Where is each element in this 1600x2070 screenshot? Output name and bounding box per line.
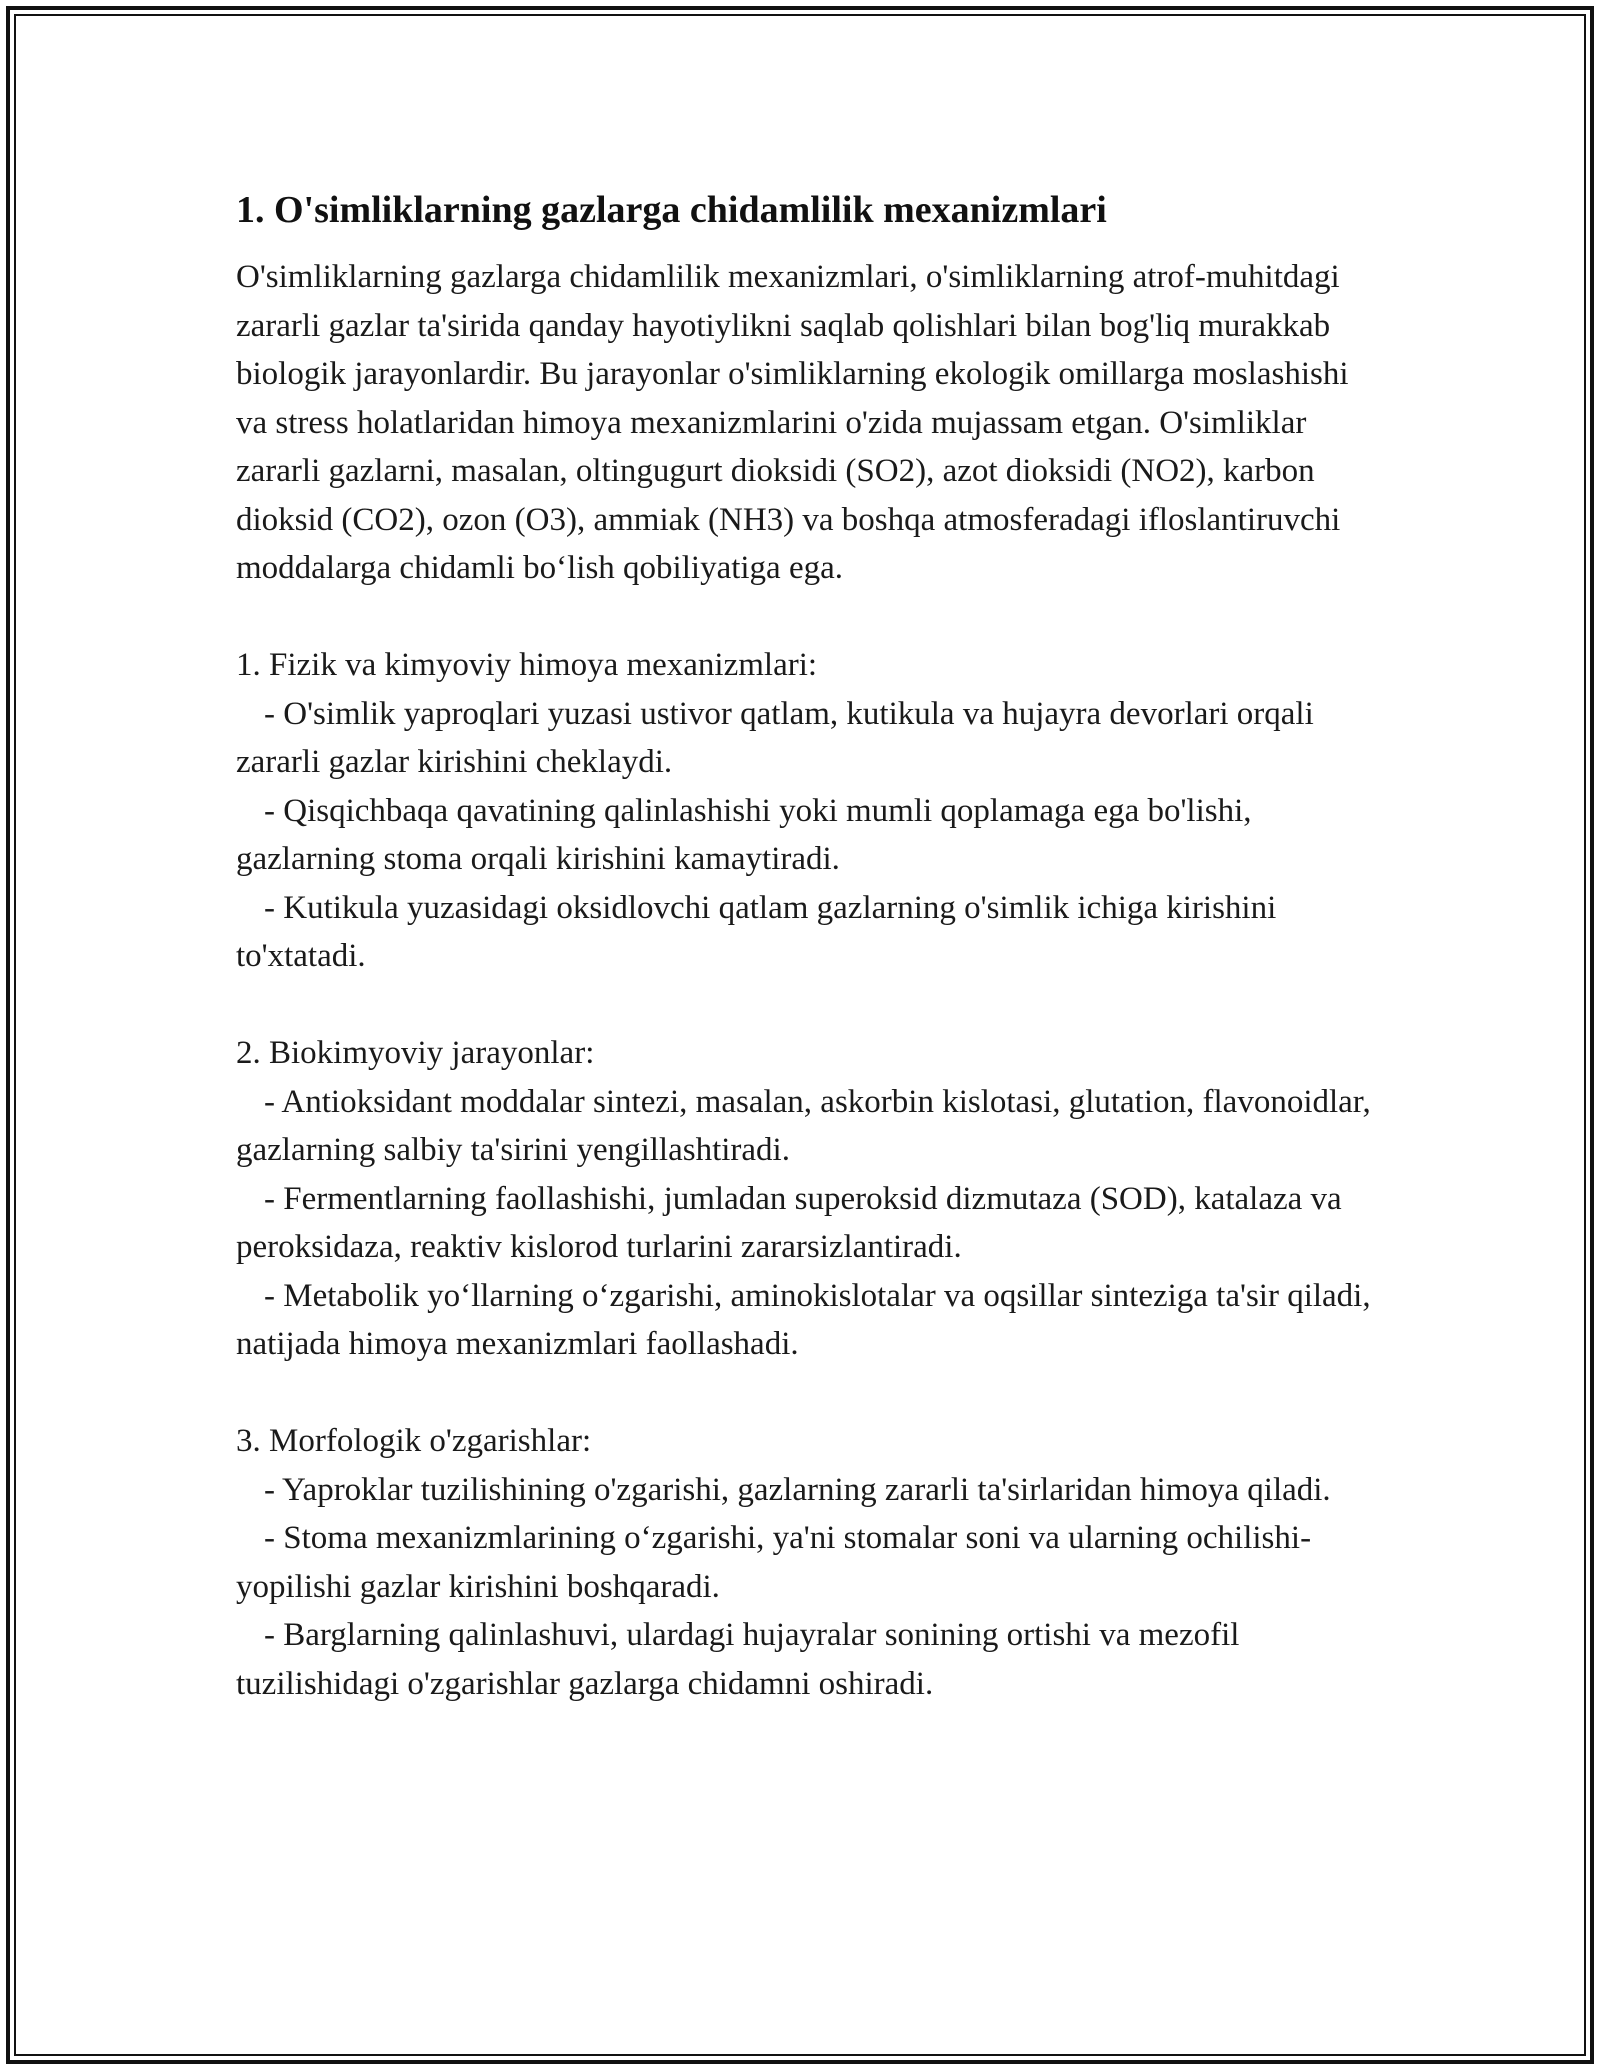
list-item: - Qisqichbaqa qavatining qalinlashishi yoki mumli qoplamaga ega bo'lishi, gazlarning stoma orqali kirishini kamaytiradi. bbox=[236, 787, 1386, 884]
list-item: - Yaproklar tuzilishining o'zgarishi, gazlarning zararli ta'sirlaridan himoya qiladi. bbox=[236, 1466, 1386, 1515]
spacer bbox=[236, 981, 1386, 1030]
list-item: - Antioksidant moddalar sintezi, masalan, askorbin kislotasi, glutation, flavonoidlar, gazlarning salbiy ta'sirini yengillashtiradi. bbox=[236, 1078, 1386, 1175]
spacer bbox=[236, 593, 1386, 642]
list-item: - Barglarning qalinlashuvi, ulardagi hujayralar sonining ortishi va mezofil tuzilishidagi o'zgarishlar gazlarga chidamni oshiradi. bbox=[236, 1611, 1386, 1708]
section-heading: 2. Biokimyoviy jarayonlar: bbox=[236, 1035, 595, 1071]
section-heading: 3. Morfologik o'zgarishlar: bbox=[236, 1423, 592, 1459]
intro-paragraph: O'simliklarning gazlarga chidamlilik mexanizmlari, o'simliklarning atrof-muhitdagi zararli gazlar ta'sirida qanday hayotiylikni saqlab qolishlari bilan bog'liq murakkab biologik jarayonlardir. Bu jarayonlar o'simliklarning ekologik omillarga moslashishi va stress holatlaridan himoya mexanizmlarini o'zida mujassam etgan. O'simliklar zararli gazlarni, masalan, oltingugurt dioksidi (SO2), azot dioksidi (NO2), karbon dioksid (CO2), ozon (O3), ammiak (NH3) va boshqa atmosferadagi ifloslantiruvchi moddalarga chidamli bo‘lish qobiliyatiga ega. bbox=[236, 259, 1357, 586]
document-title: 1. O'simliklarning gazlarga chidamlilik mexanizmlari bbox=[236, 189, 1107, 231]
section-morphological bbox=[236, 1417, 1386, 1708]
section-physical-chemical bbox=[236, 641, 1386, 981]
section-heading: 1. Fizik va kimyoviy himoya mexanizmlari: bbox=[236, 647, 818, 683]
list-item: - Kutikula yuzasidagi oksidlovchi qatlam gazlarning o'simlik ichiga kirishini to'xtatadi. bbox=[236, 884, 1386, 981]
spacer bbox=[236, 1369, 1386, 1418]
list-item: - Stoma mexanizmlarining o‘zgarishi, ya'ni stomalar soni va ularning ochilishi-yopilishi gazlar kirishini boshqaradi. bbox=[236, 1514, 1386, 1611]
list-item: - Metabolik yo‘llarning o‘zgarishi, aminokislotalar va oqsillar sinteziga ta'sir qiladi, natijada himoya mexanizmlari faollashadi. bbox=[236, 1272, 1386, 1369]
document-body bbox=[236, 185, 1386, 1708]
section-biochemical bbox=[236, 1029, 1386, 1369]
list-item: - Fermentlarning faollashishi, jumladan superoksid dizmutaza (SOD), katalaza va peroksidaza, reaktiv kislorod turlarini zararsizlantiradi. bbox=[236, 1175, 1386, 1272]
list-item: - O'simlik yaproqlari yuzasi ustivor qatlam, kutikula va hujayra devorlari orqali zararli gazlar kirishini cheklaydi. bbox=[236, 690, 1386, 787]
